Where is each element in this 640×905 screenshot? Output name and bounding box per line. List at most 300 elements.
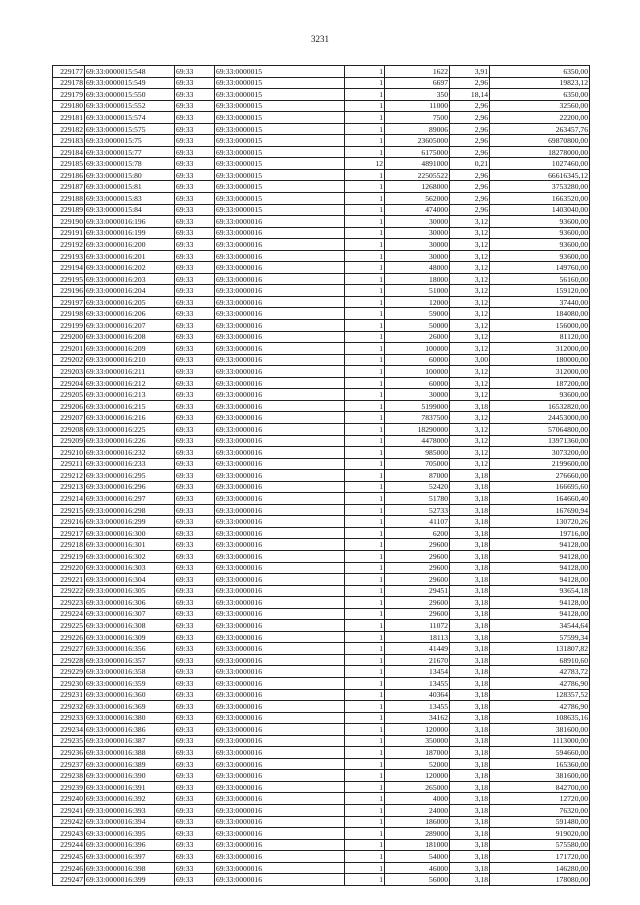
value-cell: 6350,00	[490, 66, 590, 78]
count-cell: 1	[345, 539, 385, 551]
cadastral-number-cell: 69:33:0000016:308	[85, 620, 175, 632]
row-number-cell: 229212	[53, 470, 85, 482]
area-cell: 21670	[385, 654, 450, 666]
region-code-cell: 69:33	[175, 377, 215, 389]
cadastral-block-cell: 69:33:0000016	[215, 354, 345, 366]
area-cell: 30000	[385, 227, 450, 239]
rate-cell: 3,12	[450, 343, 490, 355]
region-code-cell: 69:33	[175, 204, 215, 216]
count-cell: 1	[345, 123, 385, 135]
cadastral-number-cell: 69:33:0000016:203	[85, 273, 175, 285]
region-code-cell: 69:33	[175, 747, 215, 759]
row-number-cell: 229232	[53, 701, 85, 713]
table-row	[53, 146, 590, 158]
row-number-cell: 229221	[53, 574, 85, 586]
cadastral-block-cell: 69:33:0000016	[215, 296, 345, 308]
region-code-cell: 69:33	[175, 816, 215, 828]
row-number-cell: 229197	[53, 296, 85, 308]
region-code-cell: 69:33	[175, 250, 215, 262]
cadastral-block-cell: 69:33:0000016	[215, 862, 345, 874]
cadastral-number-cell: 69:33:0000015:75	[85, 135, 175, 147]
count-cell: 1	[345, 770, 385, 782]
cadastral-number-cell: 69:33:0000016:389	[85, 758, 175, 770]
region-code-cell: 69:33	[175, 123, 215, 135]
area-cell: 51780	[385, 493, 450, 505]
rate-cell: 3,12	[450, 227, 490, 239]
region-code-cell: 69:33	[175, 227, 215, 239]
row-number-cell: 229201	[53, 343, 85, 355]
count-cell: 1	[345, 112, 385, 124]
rate-cell: 3,12	[450, 423, 490, 435]
area-cell: 46000	[385, 862, 450, 874]
cadastral-block-cell: 69:33:0000016	[215, 262, 345, 274]
cadastral-block-cell: 69:33:0000016	[215, 631, 345, 643]
row-number-cell: 229179	[53, 89, 85, 101]
value-cell: 187200,00	[490, 377, 590, 389]
rate-cell: 3,18	[450, 781, 490, 793]
count-cell: 1	[345, 805, 385, 817]
rate-cell: 18,14	[450, 89, 490, 101]
row-number-cell: 229223	[53, 597, 85, 609]
region-code-cell: 69:33	[175, 701, 215, 713]
region-code-cell: 69:33	[175, 400, 215, 412]
count-cell: 1	[345, 516, 385, 528]
row-number-cell: 229181	[53, 112, 85, 124]
table-row	[53, 527, 590, 539]
rate-cell: 3,12	[450, 320, 490, 332]
region-code-cell: 69:33	[175, 654, 215, 666]
rate-cell: 3,18	[450, 527, 490, 539]
region-code-cell: 69:33	[175, 239, 215, 251]
area-cell: 11072	[385, 620, 450, 632]
value-cell: 381600,00	[490, 724, 590, 736]
value-cell: 94128,00	[490, 562, 590, 574]
area-cell: 29600	[385, 574, 450, 586]
table-row	[53, 389, 590, 401]
count-cell: 1	[345, 574, 385, 586]
rate-cell: 3,12	[450, 250, 490, 262]
count-cell: 1	[345, 447, 385, 459]
table-row	[53, 285, 590, 297]
region-code-cell: 69:33	[175, 262, 215, 274]
area-cell: 120000	[385, 724, 450, 736]
value-cell: 312000,00	[490, 366, 590, 378]
area-cell: 50000	[385, 320, 450, 332]
table-row	[53, 608, 590, 620]
table-row	[53, 193, 590, 205]
region-code-cell: 69:33	[175, 412, 215, 424]
rate-cell: 3,18	[450, 862, 490, 874]
area-cell: 562000	[385, 193, 450, 205]
area-cell: 29600	[385, 539, 450, 551]
area-cell: 11000	[385, 100, 450, 112]
value-cell: 94128,00	[490, 574, 590, 586]
value-cell: 22200,00	[490, 112, 590, 124]
region-code-cell: 69:33	[175, 146, 215, 158]
row-number-cell: 229177	[53, 66, 85, 78]
cadastral-block-cell: 69:33:0000015	[215, 146, 345, 158]
cadastral-number-cell: 69:33:0000016:208	[85, 331, 175, 343]
region-code-cell: 69:33	[175, 89, 215, 101]
region-code-cell: 69:33	[175, 77, 215, 89]
rate-cell: 3,18	[450, 828, 490, 840]
rate-cell: 2,96	[450, 135, 490, 147]
region-code-cell: 69:33	[175, 781, 215, 793]
region-code-cell: 69:33	[175, 181, 215, 193]
cadastral-number-cell: 69:33:0000015:575	[85, 123, 175, 135]
cadastral-number-cell: 69:33:0000016:297	[85, 493, 175, 505]
cadastral-block-cell: 69:33:0000016	[215, 481, 345, 493]
row-number-cell: 229188	[53, 193, 85, 205]
cadastral-number-cell: 69:33:0000015:81	[85, 181, 175, 193]
table-row	[53, 447, 590, 459]
cadastral-number-cell: 69:33:0000016:202	[85, 262, 175, 274]
cadastral-block-cell: 69:33:0000015	[215, 181, 345, 193]
count-cell: 1	[345, 481, 385, 493]
cadastral-number-cell: 69:33:0000016:369	[85, 701, 175, 713]
row-number-cell: 229196	[53, 285, 85, 297]
row-number-cell: 229206	[53, 400, 85, 412]
cadastral-number-cell: 69:33:0000016:394	[85, 816, 175, 828]
value-cell: 19716,00	[490, 527, 590, 539]
area-cell: 29451	[385, 585, 450, 597]
cadastral-number-cell: 69:33:0000016:206	[85, 308, 175, 320]
value-cell: 171720,00	[490, 851, 590, 863]
value-cell: 1403040,00	[490, 204, 590, 216]
count-cell: 1	[345, 631, 385, 643]
rate-cell: 3,91	[450, 66, 490, 78]
value-cell: 180000,00	[490, 354, 590, 366]
cadastral-block-cell: 69:33:0000016	[215, 412, 345, 424]
row-number-cell: 229238	[53, 770, 85, 782]
region-code-cell: 69:33	[175, 839, 215, 851]
cadastral-block-cell: 69:33:0000015	[215, 100, 345, 112]
area-cell: 120000	[385, 770, 450, 782]
rate-cell: 3,18	[450, 654, 490, 666]
row-number-cell: 229180	[53, 100, 85, 112]
table-row	[53, 666, 590, 678]
region-code-cell: 69:33	[175, 169, 215, 181]
area-cell: 29600	[385, 550, 450, 562]
cadastral-number-cell: 69:33:0000016:358	[85, 666, 175, 678]
row-number-cell: 229203	[53, 366, 85, 378]
table-row	[53, 412, 590, 424]
region-code-cell: 69:33	[175, 562, 215, 574]
count-cell: 1	[345, 562, 385, 574]
count-cell: 12	[345, 158, 385, 170]
cadastral-number-cell: 69:33:0000016:388	[85, 747, 175, 759]
count-cell: 1	[345, 146, 385, 158]
value-cell: 34544,64	[490, 620, 590, 632]
cadastral-block-cell: 69:33:0000016	[215, 504, 345, 516]
cadastral-block-cell: 69:33:0000015	[215, 204, 345, 216]
table-row	[53, 643, 590, 655]
region-code-cell: 69:33	[175, 100, 215, 112]
row-number-cell: 229237	[53, 758, 85, 770]
value-cell: 42783,72	[490, 666, 590, 678]
area-cell: 48000	[385, 262, 450, 274]
row-number-cell: 229198	[53, 308, 85, 320]
rate-cell: 2,96	[450, 77, 490, 89]
rate-cell: 3,18	[450, 562, 490, 574]
value-cell: 3073200,00	[490, 447, 590, 459]
value-cell: 131807,82	[490, 643, 590, 655]
count-cell: 1	[345, 874, 385, 886]
cadastral-number-cell: 69:33:0000016:360	[85, 689, 175, 701]
rate-cell: 2,96	[450, 181, 490, 193]
region-code-cell: 69:33	[175, 770, 215, 782]
value-cell: 130720,26	[490, 516, 590, 528]
cadastral-block-cell: 69:33:0000016	[215, 758, 345, 770]
row-number-cell: 229193	[53, 250, 85, 262]
rate-cell: 3,18	[450, 724, 490, 736]
rate-cell: 3,12	[450, 296, 490, 308]
cadastral-block-cell: 69:33:0000015	[215, 77, 345, 89]
table-row	[53, 227, 590, 239]
count-cell: 1	[345, 296, 385, 308]
cadastral-number-cell: 69:33:0000015:78	[85, 158, 175, 170]
region-code-cell: 69:33	[175, 447, 215, 459]
cadastral-block-cell: 69:33:0000016	[215, 493, 345, 505]
count-cell: 1	[345, 273, 385, 285]
cadastral-block-cell: 69:33:0000015	[215, 66, 345, 78]
area-cell: 18000	[385, 273, 450, 285]
count-cell: 1	[345, 839, 385, 851]
table-row	[53, 123, 590, 135]
value-cell: 93600,00	[490, 227, 590, 239]
table-row	[53, 481, 590, 493]
cadastral-number-cell: 69:33:0000016:295	[85, 470, 175, 482]
cadastral-number-cell: 69:33:0000016:201	[85, 250, 175, 262]
region-code-cell: 69:33	[175, 620, 215, 632]
count-cell: 1	[345, 851, 385, 863]
cadastral-block-cell: 69:33:0000015	[215, 169, 345, 181]
table-row	[53, 654, 590, 666]
row-number-cell: 229208	[53, 423, 85, 435]
area-cell: 6175000	[385, 146, 450, 158]
value-cell: 76320,00	[490, 805, 590, 817]
value-cell: 594660,00	[490, 747, 590, 759]
count-cell: 1	[345, 620, 385, 632]
region-code-cell: 69:33	[175, 504, 215, 516]
region-code-cell: 69:33	[175, 389, 215, 401]
count-cell: 1	[345, 677, 385, 689]
count-cell: 1	[345, 262, 385, 274]
region-code-cell: 69:33	[175, 666, 215, 678]
cadastral-number-cell: 69:33:0000016:309	[85, 631, 175, 643]
region-code-cell: 69:33	[175, 851, 215, 863]
value-cell: 381600,00	[490, 770, 590, 782]
cadastral-number-cell: 69:33:0000016:226	[85, 435, 175, 447]
row-number-cell: 229217	[53, 527, 85, 539]
region-code-cell: 69:33	[175, 435, 215, 447]
cadastral-block-cell: 69:33:0000016	[215, 239, 345, 251]
row-number-cell: 229190	[53, 216, 85, 228]
region-code-cell: 69:33	[175, 470, 215, 482]
row-number-cell: 229218	[53, 539, 85, 551]
table-row	[53, 701, 590, 713]
table-row	[53, 862, 590, 874]
table-row	[53, 135, 590, 147]
table-row	[53, 89, 590, 101]
rate-cell: 3,12	[450, 412, 490, 424]
rate-cell: 3,18	[450, 666, 490, 678]
area-cell: 187000	[385, 747, 450, 759]
value-cell: 24453000,00	[490, 412, 590, 424]
table-row	[53, 308, 590, 320]
region-code-cell: 69:33	[175, 631, 215, 643]
row-number-cell: 229227	[53, 643, 85, 655]
rate-cell: 3,12	[450, 308, 490, 320]
table-row	[53, 204, 590, 216]
area-cell: 100000	[385, 343, 450, 355]
table-row	[53, 724, 590, 736]
rate-cell: 3,18	[450, 770, 490, 782]
region-code-cell: 69:33	[175, 735, 215, 747]
cadastral-block-cell: 69:33:0000016	[215, 608, 345, 620]
value-cell: 178080,00	[490, 874, 590, 886]
rate-cell: 3,18	[450, 470, 490, 482]
region-code-cell: 69:33	[175, 216, 215, 228]
cadastral-block-cell: 69:33:0000016	[215, 562, 345, 574]
region-code-cell: 69:33	[175, 527, 215, 539]
cadastral-block-cell: 69:33:0000016	[215, 400, 345, 412]
region-code-cell: 69:33	[175, 493, 215, 505]
region-code-cell: 69:33	[175, 724, 215, 736]
cadastral-number-cell: 69:33:0000016:196	[85, 216, 175, 228]
area-cell: 89006	[385, 123, 450, 135]
table-row	[53, 343, 590, 355]
area-cell: 4478000	[385, 435, 450, 447]
cadastral-block-cell: 69:33:0000016	[215, 839, 345, 851]
count-cell: 1	[345, 654, 385, 666]
cadastral-block-cell: 69:33:0000016	[215, 712, 345, 724]
cadastral-number-cell: 69:33:0000016:209	[85, 343, 175, 355]
cadastral-block-cell: 69:33:0000016	[215, 389, 345, 401]
cadastral-block-cell: 69:33:0000016	[215, 701, 345, 713]
count-cell: 1	[345, 354, 385, 366]
row-number-cell: 229213	[53, 481, 85, 493]
row-number-cell: 229222	[53, 585, 85, 597]
count-cell: 1	[345, 343, 385, 355]
cadastral-block-cell: 69:33:0000016	[215, 273, 345, 285]
rate-cell: 3,12	[450, 366, 490, 378]
count-cell: 1	[345, 862, 385, 874]
region-code-cell: 69:33	[175, 805, 215, 817]
rate-cell: 3,18	[450, 793, 490, 805]
row-number-cell: 229242	[53, 816, 85, 828]
area-cell: 12000	[385, 296, 450, 308]
cadastral-block-cell: 69:33:0000016	[215, 539, 345, 551]
row-number-cell: 229236	[53, 747, 85, 759]
value-cell: 1027460,00	[490, 158, 590, 170]
area-cell: 56000	[385, 874, 450, 886]
rate-cell: 2,96	[450, 169, 490, 181]
cadastral-block-cell: 69:33:0000016	[215, 770, 345, 782]
cadastral-block-cell: 69:33:0000016	[215, 227, 345, 239]
region-code-cell: 69:33	[175, 308, 215, 320]
table-row	[53, 781, 590, 793]
cadastral-block-cell: 69:33:0000016	[215, 585, 345, 597]
cadastral-number-cell: 69:33:0000016:397	[85, 851, 175, 863]
area-cell: 51000	[385, 285, 450, 297]
table-row	[53, 585, 590, 597]
area-cell: 7837500	[385, 412, 450, 424]
count-cell: 1	[345, 585, 385, 597]
cadastral-number-cell: 69:33:0000016:306	[85, 597, 175, 609]
region-code-cell: 69:33	[175, 539, 215, 551]
area-cell: 30000	[385, 216, 450, 228]
cadastral-number-cell: 69:33:0000016:233	[85, 458, 175, 470]
value-cell: 94128,00	[490, 550, 590, 562]
cadastral-number-cell: 69:33:0000016:302	[85, 550, 175, 562]
row-number-cell: 229202	[53, 354, 85, 366]
rate-cell: 3,12	[450, 216, 490, 228]
rate-cell: 3,18	[450, 712, 490, 724]
count-cell: 1	[345, 366, 385, 378]
value-cell: 6350,00	[490, 89, 590, 101]
area-cell: 52000	[385, 758, 450, 770]
area-cell: 7500	[385, 112, 450, 124]
cadastral-number-cell: 69:33:0000016:212	[85, 377, 175, 389]
area-cell: 100000	[385, 366, 450, 378]
row-number-cell: 229186	[53, 169, 85, 181]
row-number-cell: 229216	[53, 516, 85, 528]
rate-cell: 3,12	[450, 447, 490, 459]
count-cell: 1	[345, 793, 385, 805]
cadastral-block-cell: 69:33:0000016	[215, 666, 345, 678]
table-row	[53, 828, 590, 840]
row-number-cell: 229210	[53, 447, 85, 459]
value-cell: 68910,60	[490, 654, 590, 666]
cadastral-block-cell: 69:33:0000016	[215, 620, 345, 632]
row-number-cell: 229246	[53, 862, 85, 874]
row-number-cell: 229219	[53, 550, 85, 562]
rate-cell: 2,96	[450, 112, 490, 124]
table-row	[53, 747, 590, 759]
rate-cell: 3,12	[450, 273, 490, 285]
cadastral-number-cell: 69:33:0000016:204	[85, 285, 175, 297]
table-row	[53, 100, 590, 112]
table-row	[53, 181, 590, 193]
value-cell: 93654,18	[490, 585, 590, 597]
value-cell: 263457,76	[490, 123, 590, 135]
region-code-cell: 69:33	[175, 689, 215, 701]
area-cell: 34162	[385, 712, 450, 724]
cadastral-block-cell: 69:33:0000016	[215, 516, 345, 528]
cadastral-number-cell: 69:33:0000015:84	[85, 204, 175, 216]
cadastral-block-cell: 69:33:0000015	[215, 123, 345, 135]
table-row	[53, 158, 590, 170]
rate-cell: 3,18	[450, 550, 490, 562]
region-code-cell: 69:33	[175, 285, 215, 297]
cadastral-number-cell: 69:33:0000016:215	[85, 400, 175, 412]
rate-cell: 3,12	[450, 389, 490, 401]
region-code-cell: 69:33	[175, 366, 215, 378]
area-cell: 350000	[385, 735, 450, 747]
cadastral-number-cell: 69:33:0000016:207	[85, 320, 175, 332]
region-code-cell: 69:33	[175, 273, 215, 285]
table-row	[53, 851, 590, 863]
count-cell: 1	[345, 66, 385, 78]
cadastral-number-cell: 69:33:0000016:213	[85, 389, 175, 401]
row-number-cell: 229187	[53, 181, 85, 193]
table-row	[53, 77, 590, 89]
cadastral-block-cell: 69:33:0000016	[215, 805, 345, 817]
count-cell: 1	[345, 724, 385, 736]
value-cell: 94128,00	[490, 597, 590, 609]
value-cell: 18278000,00	[490, 146, 590, 158]
